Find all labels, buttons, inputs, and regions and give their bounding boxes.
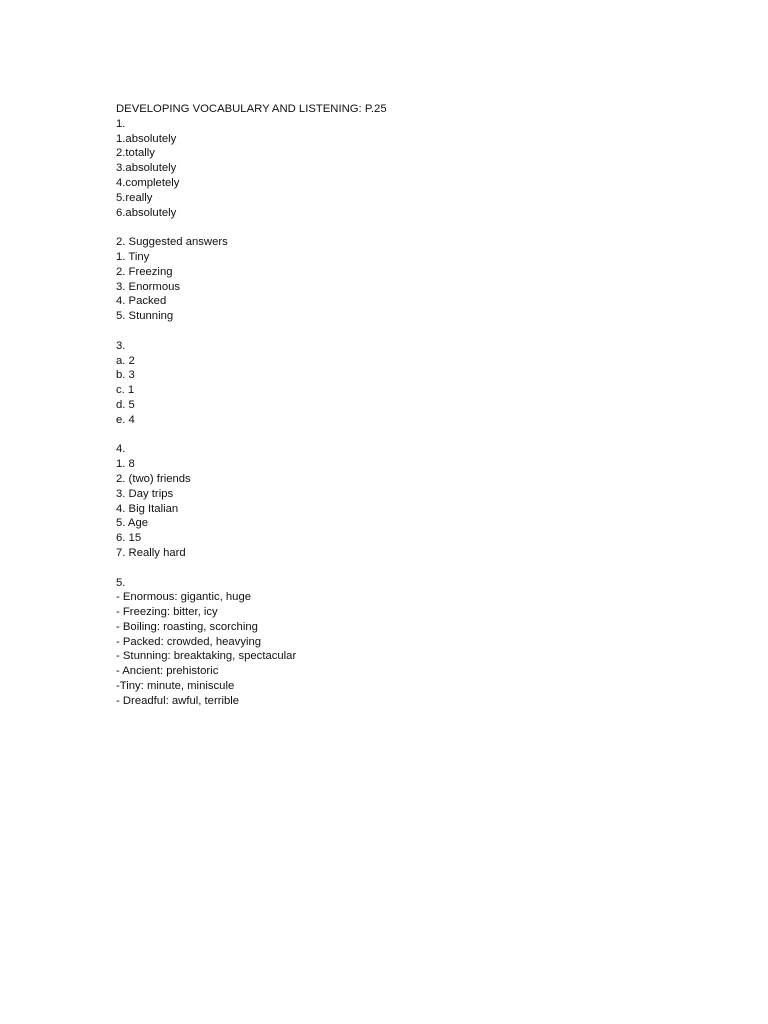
answer-item: 4.completely	[116, 176, 180, 189]
answer-item: 2. Freezing	[116, 265, 173, 278]
section-heading: 3.	[116, 339, 126, 352]
answer-item: - Ancient: prehistoric	[116, 665, 219, 678]
spacer	[116, 220, 716, 235]
answer-item: e. 4	[116, 413, 135, 426]
answer-item: c. 1	[116, 384, 135, 397]
spacer	[116, 428, 716, 443]
answer-item: 3. Enormous	[116, 280, 181, 293]
answer-item: 1. 8	[116, 458, 135, 471]
answer-item: d. 5	[116, 398, 135, 411]
spacer	[116, 324, 716, 339]
section-2	[116, 235, 716, 324]
answer-item: - Dreadful: awful, terrible	[116, 694, 240, 707]
section-1	[116, 117, 716, 221]
answer-item: 4. Big Italian	[116, 502, 179, 515]
section-4	[116, 442, 716, 560]
section-heading: 4.	[116, 443, 126, 456]
answer-item: 5. Age	[116, 517, 149, 530]
answer-item: 1.absolutely	[116, 132, 177, 145]
answer-item: 4. Packed	[116, 295, 167, 308]
answer-item: b. 3	[116, 369, 135, 382]
spacer	[116, 561, 716, 576]
section-3	[116, 339, 716, 428]
answer-item: 1. Tiny	[116, 250, 150, 263]
answer-item: a. 2	[116, 354, 135, 367]
answer-item: 7. Really hard	[116, 546, 186, 559]
answer-item: -Tiny: minute, miniscule	[116, 680, 235, 693]
document-body	[116, 102, 716, 709]
section-heading: 1.	[116, 117, 126, 130]
answer-item: 3.absolutely	[116, 162, 177, 175]
section-heading: 5.	[116, 576, 126, 589]
answer-item: 6.absolutely	[116, 206, 177, 219]
answer-item: 3. Day trips	[116, 487, 174, 500]
answer-item: - Enormous: gigantic, huge	[116, 591, 252, 604]
answer-item: - Boiling: roasting, scorching	[116, 620, 258, 633]
answer-item: 5. Stunning	[116, 310, 174, 323]
answer-item: 5.really	[116, 191, 153, 204]
answer-item: 2. (two) friends	[116, 472, 191, 485]
answer-item: 2.totally	[116, 147, 155, 160]
answer-item: - Freezing: bitter, icy	[116, 606, 218, 619]
section-heading: 2. Suggested answers	[116, 236, 228, 249]
answer-item: - Packed: crowded, heavying	[116, 635, 262, 648]
document-title: DEVELOPING VOCABULARY AND LISTENING: P.25	[116, 103, 387, 115]
section-5	[116, 576, 716, 709]
answer-item: - Stunning: breaktaking, spectacular	[116, 650, 297, 663]
answer-item: 6. 15	[116, 532, 142, 545]
